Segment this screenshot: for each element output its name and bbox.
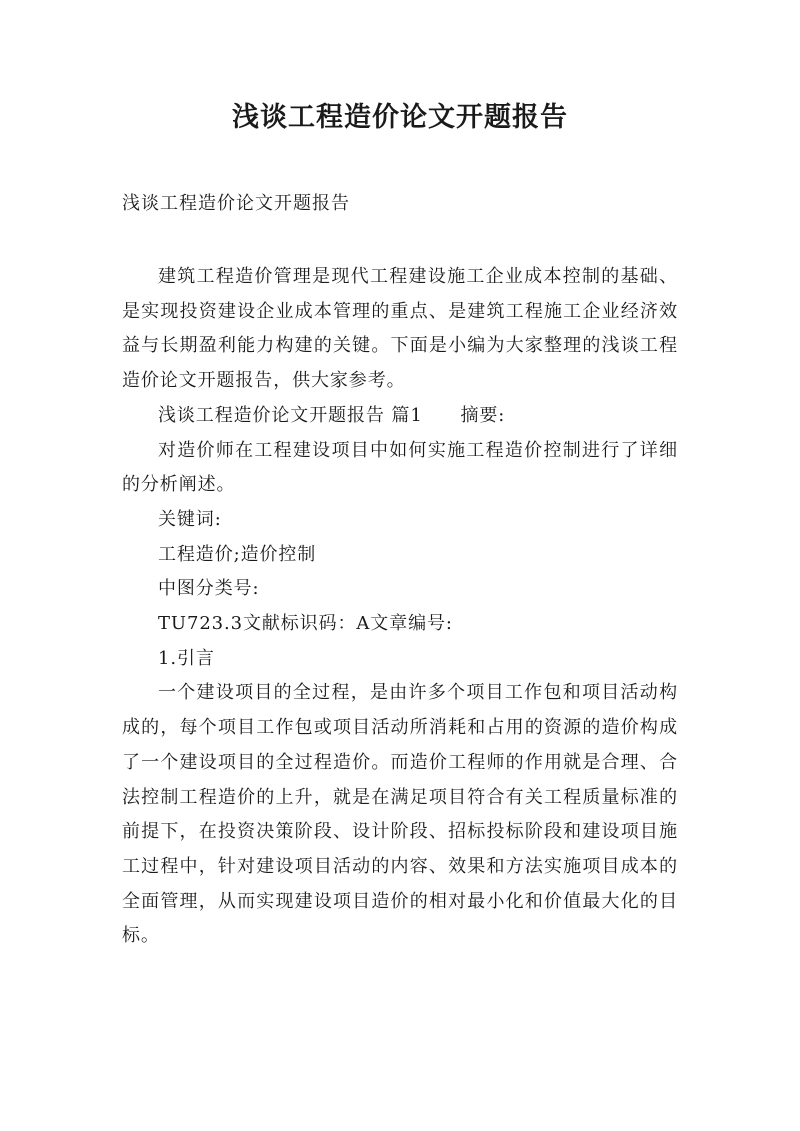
paragraph-intro: 建筑工程造价管理是现代工程建设施工企业成本控制的基础、是实现投资建设企业成本管理的重点、是建筑工程施工企业经济效益与长期盈利能力构建的关键。下面是小编为大家整理的浅谈工程造价论文开题报告，供大家参考。 — [122, 266, 678, 392]
paragraph-section-heading: 浅谈工程造价论文开题报告 篇1 摘要: — [158, 404, 506, 426]
paragraph-keywords-label: 关键词: — [158, 508, 222, 530]
paragraph-document-codes: TU723.3文献标识码：A文章编号: — [158, 613, 453, 635]
document-title: 浅谈工程造价论文开题报告 — [232, 102, 568, 133]
document-subtitle: 浅谈工程造价论文开题报告 — [122, 193, 350, 214]
paragraph-introduction-heading: 1.引言 — [158, 647, 215, 669]
paragraph-keywords: 工程造价;造价控制 — [158, 543, 317, 565]
document-body — [122, 260, 678, 954]
paragraph-classification: 中图分类号: — [158, 578, 260, 600]
paragraph-abstract: 对造价师在工程建设项目中如何实施工程造价控制进行了详细的分析阐述。 — [122, 439, 678, 496]
paragraph-introduction-body: 一个建设项目的全过程，是由许多个项目工作包和项目活动构成的，每个项目工作包或项目活动所消耗和占用的资源的造价构成了一个建设项目的全过程造价。而造价工程师的作用就是合理、合法控制工程造价的上升，就是在满足项目符合有关工程质量标准的前提下，在投资决策阶段、设计阶段、招标投标阶段和建设项目施工过程中，针对建设项目活动的内容、效果和方法实施项目成本的全面管理，从而实现建设项目造价的相对最小化和价值最大化的目标。 — [122, 682, 678, 947]
